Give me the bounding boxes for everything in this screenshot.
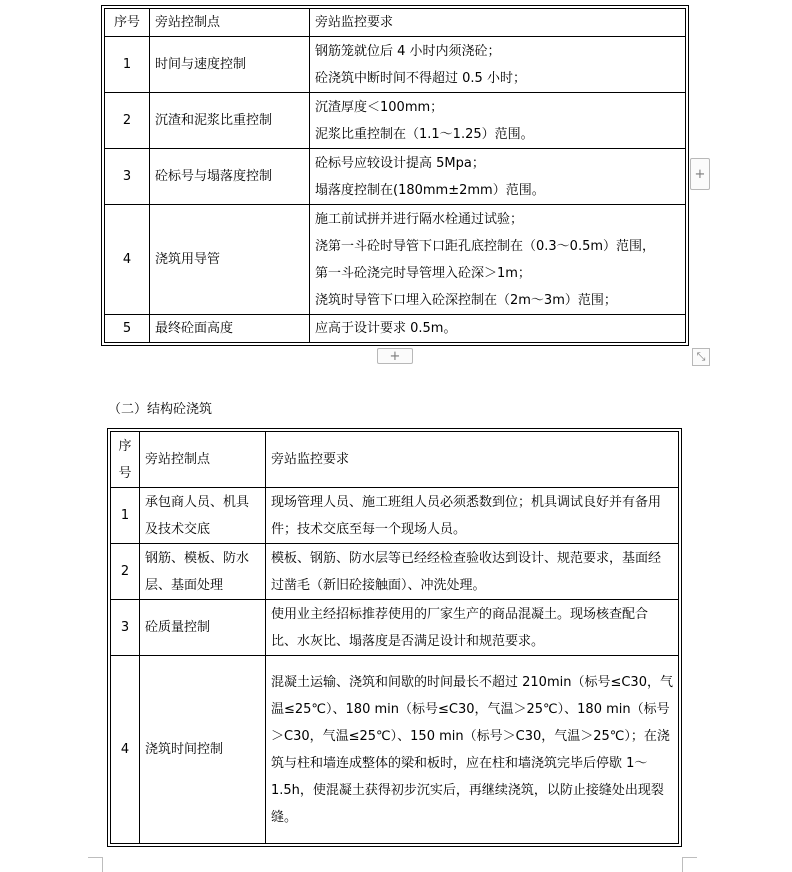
requirement-line: 应高于设计要求 0.5m。 — [315, 321, 457, 336]
control-point: 砼质量控制 — [140, 600, 266, 656]
requirement-line: 泥浆比重控制在（1.1～1.25）范围。 — [315, 126, 534, 142]
table-1-header-no: 序号 — [105, 9, 150, 37]
section-title: （二）结构砼浇筑 — [108, 402, 213, 417]
requirement-line: 砼标号应较设计提高 5Mpa； — [315, 155, 485, 171]
requirement-line: 砼浇筑中断时间不得超过 0.5 小时； — [315, 70, 526, 86]
requirement-cell: 现场管理人员、施工班组人员必须悉数到位；机具调试良好并有备用件；技术交底至每一个现场人员。 — [266, 488, 679, 544]
page-corner-mark — [682, 857, 697, 872]
table-row — [105, 37, 686, 93]
table-row — [111, 544, 679, 600]
row-number: 4 — [105, 205, 150, 315]
table-row — [111, 488, 679, 544]
requirement-line: 沉渣厚度＜100mm； — [315, 99, 444, 115]
table-2-header-no: 序号 — [111, 432, 140, 488]
table-row — [105, 315, 686, 343]
requirement-line: 塌落度控制在(180mm±2mm）范围。 — [315, 182, 545, 198]
table-1-header-point: 旁站控制点 — [150, 9, 310, 37]
requirement-line: 浇筑时导管下口埋入砼深控制在（2m～3m）范围； — [315, 292, 617, 308]
table-2-grid — [110, 431, 679, 844]
table-row — [105, 205, 686, 315]
control-point: 承包商人员、机具及技术交底 — [140, 488, 266, 544]
row-number: 4 — [111, 656, 140, 844]
table-row — [105, 93, 686, 149]
table-1-grid — [104, 8, 686, 343]
table-1 — [101, 5, 689, 346]
add-row-button[interactable]: + — [377, 348, 413, 364]
row-number: 2 — [105, 93, 150, 149]
page-corner-mark — [88, 857, 103, 872]
requirement-cell: 模板、钢筋、防水层等已经经检查验收达到设计、规范要求，基面经过凿毛（新旧砼接触面）、冲洗处理。 — [266, 544, 679, 600]
requirement-cell — [310, 37, 686, 93]
requirement-cell: 混凝土运输、浇筑和间歇的时间最长不超过 210min（标号≤C30，气温≤25℃）、180 min（标号≤C30，气温＞25℃）、180 min（标号＞C30，气温≤25℃）、150 min（标号＞C30，气温＞25℃）；在浇筑与柱和墙连成整体的梁和板时，应在柱和墙浇筑完毕后停歇 1～1.5h，使混凝土获得初步沉实后，再继续浇筑，以防止接缝处出现裂缝。 — [266, 656, 679, 844]
table-2-header-point: 旁站控制点 — [140, 432, 266, 488]
control-point: 沉渣和泥浆比重控制 — [150, 93, 310, 149]
requirement-cell — [310, 315, 686, 343]
control-point: 浇筑时间控制 — [140, 656, 266, 844]
table-1-header-row — [105, 9, 686, 37]
table-row — [111, 600, 679, 656]
requirement-cell — [310, 93, 686, 149]
row-number: 3 — [105, 149, 150, 205]
table-resize-handle[interactable]: ⤡ — [692, 348, 710, 366]
table-row — [105, 149, 686, 205]
requirement-line: 浇第一斗砼时导管下口距孔底控制在（0.3～0.5m）范围， — [315, 238, 656, 254]
row-number: 1 — [111, 488, 140, 544]
requirement-line: 施工前试拼并进行隔水栓通过试验； — [315, 211, 524, 227]
add-column-button[interactable]: + — [690, 158, 710, 190]
requirement-line: 第一斗砼浇完时导管埋入砼深＞1m； — [315, 265, 531, 281]
row-number: 5 — [105, 315, 150, 343]
table-2-header-row — [111, 432, 679, 488]
control-point: 砼标号与塌落度控制 — [150, 149, 310, 205]
row-number: 1 — [105, 37, 150, 93]
control-point: 钢筋、模板、防水层、基面处理 — [140, 544, 266, 600]
table-row — [111, 656, 679, 844]
control-point: 最终砼面高度 — [150, 315, 310, 343]
requirement-cell — [310, 149, 686, 205]
control-point: 时间与速度控制 — [150, 37, 310, 93]
control-point: 浇筑用导管 — [150, 205, 310, 315]
row-number: 2 — [111, 544, 140, 600]
row-number: 3 — [111, 600, 140, 656]
table-2-header-req: 旁站监控要求 — [266, 432, 679, 488]
table-2 — [107, 428, 682, 847]
requirement-cell: 使用业主经招标推荐使用的厂家生产的商品混凝土。现场核查配合比、水灰比、塌落度是否满足设计和规范要求。 — [266, 600, 679, 656]
requirement-line: 钢筋笼就位后 4 小时内须浇砼； — [315, 43, 501, 59]
table-1-header-req: 旁站监控要求 — [310, 9, 686, 37]
requirement-cell — [310, 205, 686, 315]
